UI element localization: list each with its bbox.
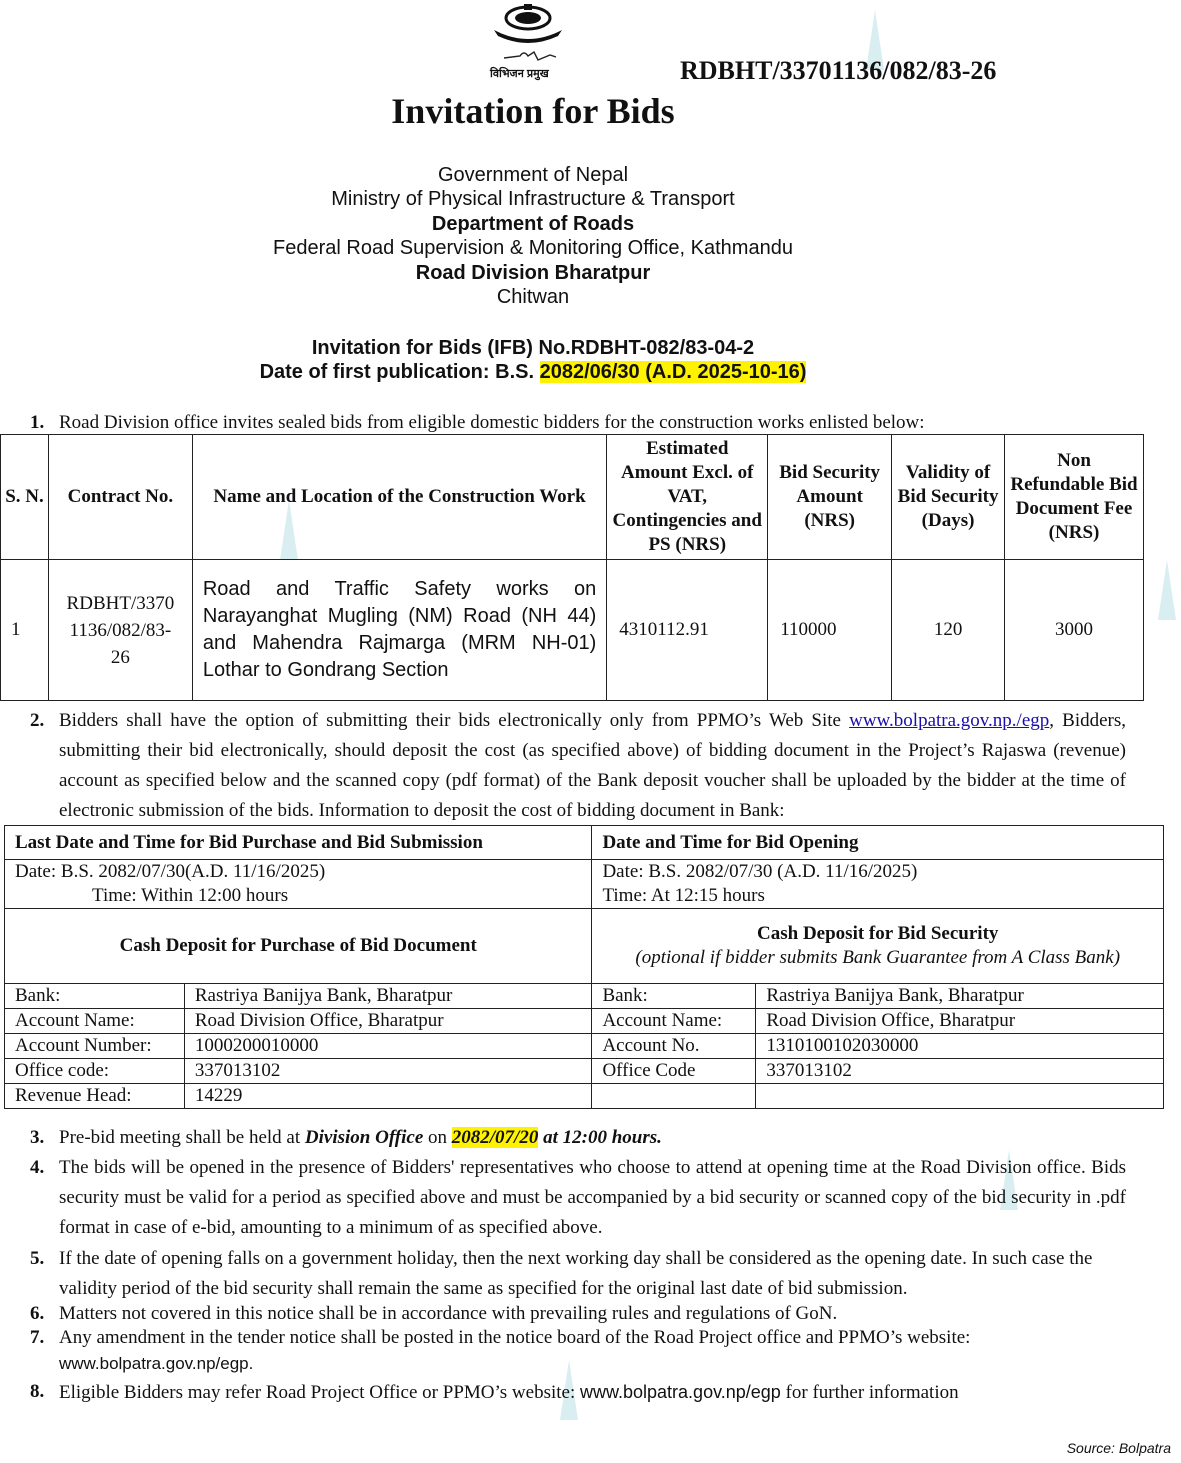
clause-text: If the date of opening falls on a government holiday, then the next working day shall be considered as the opening date. In such case the validity period of the bid security shall remain the same as specified for the original last date of bid submission. bbox=[59, 1248, 1093, 1299]
right-label: Account Name: bbox=[592, 1009, 756, 1034]
left-value: Road Division Office, Bharatpur bbox=[184, 1009, 592, 1034]
bid-security-heading-title: Cash Deposit for Bid Security bbox=[757, 923, 999, 944]
org-line-division: Road Division Bharatpur bbox=[415, 262, 651, 284]
clause-number: 1. bbox=[30, 412, 45, 433]
clause-text-part: Pre-bid meeting shall be held at bbox=[59, 1127, 305, 1148]
right-label-empty bbox=[592, 1084, 756, 1109]
clause-number: 8. bbox=[30, 1381, 45, 1402]
org-line-district: Chitwan bbox=[496, 286, 570, 308]
clause-number: 7. bbox=[30, 1327, 45, 1348]
left-label: Account Name: bbox=[5, 1009, 185, 1034]
clause-text bbox=[59, 1377, 1126, 1408]
meeting-time: at 12:00 hours. bbox=[538, 1127, 662, 1148]
signature bbox=[500, 46, 560, 64]
header-estimate: Estimated Amount Excl. of VAT, Contingencies and PS (NRS) bbox=[607, 435, 768, 560]
org-line-department: Department of Roads bbox=[431, 213, 635, 235]
cell-work-name: Road and Traffic Safety works on Narayanghat Mugling (NM) Road (NH 44) and Mahendra Rajmarga (MRM NH-01) Lothar to Gondrang Section bbox=[192, 560, 606, 701]
header-fee: Non Refundable Bid Document Fee (NRS) bbox=[1005, 435, 1144, 560]
watermark-arrow bbox=[1158, 560, 1176, 620]
right-label: Account No. bbox=[592, 1034, 756, 1059]
clause-text-part: Any amendment in the tender notice shall be posted in the notice board of the Road Project office and PPMO’s website: bbox=[59, 1327, 971, 1348]
clause-text-part: , Bidders, submitting their bid electronically, should deposit the cost (as specified above) of bidding document in the Project’s Rajaswa (revenue) account as specified below and the scanned copy (pdf format) of the Bank deposit voucher shall be uploaded by the bidder at the time of electronic submission of the bids. Information to deposit the cost of bidding document in Bank: bbox=[59, 710, 1127, 821]
submission-deadline-heading: Last Date and Time for Bid Purchase and Bid Submission bbox=[5, 826, 592, 860]
meeting-date: 2082/07/20 bbox=[451, 1127, 539, 1148]
right-value: Road Division Office, Bharatpur bbox=[756, 1009, 1164, 1034]
cell-estimate: 4310112.91 bbox=[607, 560, 768, 701]
clause-text: Road Division office invites sealed bids from eligible domestic bidders for the construction works enlisted below: bbox=[59, 412, 925, 433]
header-work-name: Name and Location of the Construction Work bbox=[192, 435, 606, 560]
table-row bbox=[1, 560, 1144, 701]
submission-date: Date: B.S. 2082/07/30(A.D. 11/16/2025) bbox=[15, 861, 326, 882]
submission-time: Time: Within 12:00 hours bbox=[92, 885, 289, 906]
cell-fee: 3000 bbox=[1005, 560, 1144, 701]
publication-label: Date of first publication: B.S. bbox=[259, 361, 540, 383]
opening-date: Date: B.S. 2082/07/30 (A.D. 11/16/2025) bbox=[602, 861, 918, 882]
cell-sn: 1 bbox=[1, 560, 49, 701]
ifb-number: Invitation for Bids (IFB) No.RDBHT-082/83-04-2 bbox=[311, 337, 755, 359]
submission-deadline bbox=[5, 860, 592, 909]
right-label: Bank: bbox=[592, 984, 756, 1009]
bid-security-deposit-heading bbox=[592, 909, 1164, 984]
left-label: Revenue Head: bbox=[5, 1084, 185, 1109]
left-value: 337013102 bbox=[184, 1059, 592, 1084]
government-emblem bbox=[488, 4, 568, 44]
right-value: Rastriya Banijya Bank, Bharatpur bbox=[756, 984, 1164, 1009]
clause-number: 2. bbox=[30, 710, 45, 731]
clause-text-part: Eligible Bidders may refer Road Project Office or PPMO’s website: bbox=[59, 1382, 580, 1403]
clause-text-part: on bbox=[423, 1127, 452, 1148]
clause-number: 4. bbox=[30, 1157, 45, 1178]
source-credit: Source: Bolpatra bbox=[1066, 1440, 1171, 1456]
meeting-place: Division Office bbox=[304, 1127, 424, 1148]
cell-bid-security: 110000 bbox=[768, 560, 892, 701]
clause-text bbox=[59, 1325, 1126, 1377]
clause-number: 3. bbox=[30, 1127, 45, 1148]
right-value: 337013102 bbox=[756, 1059, 1164, 1084]
bid-security-heading-note: (optional if bidder submits Bank Guarantee from A Class Bank) bbox=[635, 947, 1121, 968]
right-label: Office Code bbox=[592, 1059, 756, 1084]
bolpatra-link-text: www.bolpatra.gov.np/egp. bbox=[59, 1354, 254, 1373]
bid-document-deposit-heading: Cash Deposit for Purchase of Bid Document bbox=[5, 909, 592, 984]
left-value: Rastriya Banijya Bank, Bharatpur bbox=[184, 984, 592, 1009]
cell-validity: 120 bbox=[892, 560, 1005, 701]
org-line-government: Government of Nepal bbox=[437, 164, 629, 186]
opening-heading: Date and Time for Bid Opening bbox=[592, 826, 1164, 860]
header-bid-security: Bid Security Amount (NRS) bbox=[768, 435, 892, 560]
header-contract-no: Contract No. bbox=[48, 435, 192, 560]
page-title: Invitation for Bids bbox=[391, 91, 675, 131]
left-label: Office code: bbox=[5, 1059, 185, 1084]
left-label: Account Number: bbox=[5, 1034, 185, 1059]
left-label: Bank: bbox=[5, 984, 185, 1009]
opening-time: Time: At 12:15 hours bbox=[602, 885, 765, 906]
publication-date bbox=[0, 361, 1066, 384]
publication-date-value: 2082/06/30 (A.D. 2025-10-16) bbox=[539, 361, 807, 383]
reference-number: RDBHT/33701136/082/83-26 bbox=[680, 56, 997, 85]
signature-caption: विभिजन प्रमुख bbox=[490, 68, 549, 80]
right-value: 1310100102030000 bbox=[756, 1034, 1164, 1059]
table-header-row bbox=[1, 435, 1144, 560]
bolpatra-link[interactable]: www.bolpatra.gov.np./egp bbox=[849, 710, 1050, 731]
works-table bbox=[0, 434, 1144, 701]
clause-text bbox=[59, 1123, 1126, 1153]
clause-text bbox=[59, 706, 1126, 826]
cell-contract-no: RDBHT/33701136/082/83-26 bbox=[48, 560, 192, 701]
opening-datetime bbox=[592, 860, 1164, 909]
clause-number: 5. bbox=[30, 1248, 45, 1269]
clause-text: Matters not covered in this notice shall be in accordance with prevailing rules and regulations of GoN. bbox=[59, 1303, 838, 1324]
left-value: 14229 bbox=[184, 1084, 592, 1109]
header-sn: S. N. bbox=[1, 435, 49, 560]
right-value-empty bbox=[756, 1084, 1164, 1109]
org-line-ministry: Ministry of Physical Infrastructure & Transport bbox=[331, 188, 735, 210]
header-validity: Validity of Bid Security (Days) bbox=[892, 435, 1005, 560]
clause-text: The bids will be opened in the presence of Bidders' representatives who choose to attend at opening time at the Road Division office. Bids security must be valid for a period as specified above and must be accompanied by a bid security or scanned copy of the bid security in .pdf format in case of e-bid, amounting to a minimum of as specified above. bbox=[59, 1157, 1126, 1238]
clause-text-part: for further information bbox=[780, 1382, 959, 1403]
deposit-table bbox=[4, 825, 1164, 1109]
clause-text-part: Bidders shall have the option of submitting their bids electronically only from PPMO’s Web Site bbox=[59, 710, 850, 731]
org-line-office: Federal Road Supervision & Monitoring Office, Kathmandu bbox=[273, 237, 793, 259]
left-value: 1000200010000 bbox=[184, 1034, 592, 1059]
clause-number: 6. bbox=[30, 1303, 45, 1324]
bolpatra-link-text: www.bolpatra.gov.np/egp bbox=[580, 1382, 781, 1402]
